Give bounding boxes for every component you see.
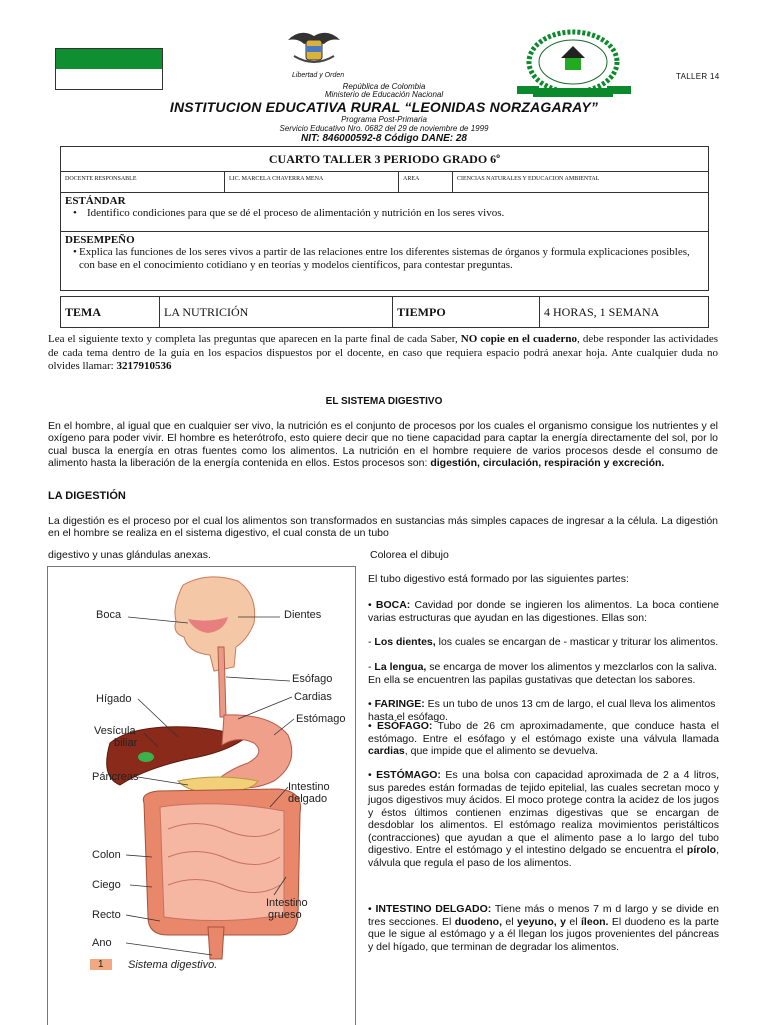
- faringe-text: Es un tubo de unos 13 cm de largo, el cual lleva los alimentos hasta el esófago.: [368, 698, 716, 723]
- colorea-text: Colorea el dibujo: [370, 549, 449, 561]
- label-estomago: Estómago: [296, 713, 346, 725]
- label-vesicula: Vesícula: [94, 725, 136, 737]
- label-intestino-grueso-1: Intestino: [266, 897, 308, 909]
- label-biliar: biliar: [114, 737, 138, 749]
- digestion-title: LA DIGESTIÓN: [48, 490, 126, 502]
- caption-number: 1: [90, 959, 112, 970]
- info-table: [60, 146, 709, 291]
- nit-text: NIT: 846000592-8 Código DANE: 28: [301, 133, 467, 144]
- docente-label: DOCENTE RESPONSABLE: [61, 172, 225, 193]
- ileon-bold: íleon.: [581, 915, 609, 928]
- section-title: EL SISTEMA DIGESTIVO: [325, 396, 443, 407]
- desempeno-label: DESEMPEÑO: [65, 234, 135, 246]
- instructions-paragraph: [48, 333, 718, 374]
- label-boca: Boca: [96, 609, 122, 621]
- esofago-text-1: Tubo de 26 cm aproximadamente, que conduce hasta el estómago. Entre el esófago y el estómago existe una válvula llamada: [368, 720, 719, 745]
- estomago-item: • ESTÓMAGO: Es una bolsa con capacidad aproximada de 2 a 4 litros, sus paredes están formadas de tejido epitelial, las cuales secretan moco y jugos digestivos muy ácidos. El moco protege contra la acidez de los jugos y éstos últimos contienen enzimas digestivas que se encargan de desdoblar los alimentos. El estómago realiza movimientos peristálticos (contracciones) que ayudan a que el alimento pase a lo largo del tubo digestivo. Entre el estómago y el intestino delgado se encuentra el pírolo, válvula que regula el paso de los alimentos.: [368, 769, 719, 869]
- lengua-item: - La lengua, se encarga de mover los alimentos y mezclarlos con la saliva. En ella se encuentren las papilas gustativas que detectan los sabores.: [368, 661, 717, 686]
- dientes-item: - Los dientes, los cuales se encargan de - masticar y triturar los alimentos.: [368, 636, 719, 648]
- estandar-label: ESTÁNDAR: [65, 195, 126, 207]
- servicio-text: Servicio Educativo Nro. 0682 del 29 de noviembre de 1999: [279, 124, 489, 133]
- digestion-text: La digestión es el proceso por el cual los alimentos son transformados en sustancias más simples capaces de ingresar a la célula. La digestión en el hombre se realiza en el sistema digestivo, el cual consta de un tubo: [48, 515, 718, 540]
- estomago-text-1: Es una bolsa con capacidad aproximada de 2 a 4 litros, sus paredes están formadas de tejido epitelial, las cuales secretan moco y jugos digestivos muy ácidos. El moco protege contra la acidez de los jugos y éstos últimos contienen enzimas digestivas que se encargan de desdoblar los alimentos. El estómago realiza movimientos peristálticos (contracciones) que ayudan a que el alimento pase a lo largo del tubo digestivo. Entre el estómago y el intestino delgado se encuentra el: [368, 769, 719, 856]
- intro-paragraph: [48, 420, 718, 470]
- esofago-item: • ESÓFAGO: Tubo de 26 cm aproximadamente, que conduce hasta el estómago. Entre el esófago y el estómago existe una válvula llamada cardias, que impide que el alimento se devuelva.: [368, 720, 719, 757]
- label-ano: Ano: [92, 937, 112, 949]
- esofago-text-2: , que impide que el alimento se devuelva.: [404, 745, 598, 757]
- lengua-title: La lengua,: [374, 661, 427, 673]
- estandar-text: • Identifico condiciones para que se dé el proceso de alimentación y nutrición en los seres vivos.: [65, 207, 704, 220]
- coat-of-arms-icon: [286, 26, 342, 70]
- esofago-title: ESÓFAGO:: [377, 720, 433, 732]
- pirolo-bold: pírolo: [686, 844, 717, 856]
- boca-text: Cavidad por donde se ingieren los alimentos. La boca contiene varias estructuras que ayudan en las digestiones. Ellas son:: [368, 599, 719, 624]
- label-intestino-grueso-2: grueso: [268, 909, 302, 921]
- lengua-text: se encarga de mover los alimentos y mezclarlos con la saliva. En ella se encuentren las papilas gustativas que detectan los sabores.: [368, 661, 717, 686]
- digestion-line2: digestivo y unas glándulas anexas.: [48, 549, 211, 561]
- tema-table: [60, 296, 709, 328]
- label-recto: Recto: [92, 909, 121, 921]
- phone-number: 3217910536: [116, 360, 172, 372]
- tema-label: TEMA: [61, 297, 160, 328]
- ministerio-text: Ministerio de Educación Nacional: [324, 90, 444, 99]
- tiempo-label: TIEMPO: [393, 297, 540, 328]
- intestino-text-4: El duodeno es la parte que le sigue al estómago y a él llegan los jugos provenientes del páncreas y del hígado, que terminan de degradar los alimentos.: [368, 915, 719, 953]
- tube-intro: El tubo digestivo está formado por las siguientes partes:: [368, 573, 629, 585]
- label-intestino-delgado-2: delgado: [288, 793, 328, 805]
- area-value: CIENCIAS NATURALES Y EDUCACION AMBIENTAL: [453, 172, 709, 193]
- area-label: AREA: [399, 172, 453, 193]
- instructions-text-1: Lea el siguiente texto y completa las preguntas que aparecen en la parte final de cada Saber,: [48, 333, 461, 345]
- programa-text: Programa Post-Primaria: [341, 115, 427, 124]
- taller-number: TALLER 14: [676, 72, 720, 81]
- label-ciego: Ciego: [92, 879, 121, 891]
- label-intestino-delgado-1: Intestino: [288, 781, 330, 793]
- instructions-bold: NO copie en el cuaderno: [460, 333, 578, 345]
- tiempo-value: 4 HORAS, 1 SEMANA: [540, 297, 709, 328]
- intro-bold: digestión, circulación, respiración y excreción.: [430, 457, 665, 470]
- intestino-text-1: Tiene más o menos 7 m d largo y se divide en tres secciones. El: [368, 903, 720, 928]
- label-higado: Hígado: [96, 693, 132, 705]
- duodeno-bold: duodeno,: [454, 915, 502, 928]
- intro-text: En el hombre, al igual que en cualquier ser vivo, la nutrición es el conjunto de procesos por los cuales el organismo consigue los nutrientes y el oxígeno para poder vivir. El hombre es heterótrofo, esto quiere decir que no tiene capacidad para captar la energía directamente del sol, por lo cual busca la energía en otras fuentes como los alimentos. La nutrición en el hombre requiere de varios procesos desde el consumo de alimento hasta la liberación de la energía contenida en ellos. Estos procesos son:: [48, 420, 718, 470]
- instructions-text-2: , debe responder las actividades de cada tema dentro de la guía en los espacios dispuestos por el docente, en caso que requiera espacio podrá anexar hoja. Ante cualquier duda no olvides llamar:: [48, 333, 718, 372]
- institution-name: INSTITUCION EDUCATIVA RURAL “LEONIDAS NORZAGARAY”: [169, 99, 599, 115]
- faringe-title: FARINGE:: [374, 698, 425, 710]
- yeyuno-bold: yeyuno, y: [517, 915, 566, 928]
- intestino-text-3: el: [565, 915, 582, 928]
- intestino-text-2: el: [502, 915, 518, 928]
- boca-item: • BOCA: Cavidad por donde se ingieren los alimentos. La boca contiene varias estructuras que ayudan en las digestiones. Ellas son:: [368, 599, 719, 624]
- dientes-text: los cuales se encargan de - masticar y triturar los alimentos.: [435, 636, 719, 648]
- label-dientes: Dientes: [284, 609, 322, 621]
- label-pancreas: Páncreas: [92, 771, 139, 783]
- label-esofago: Esófago: [292, 673, 333, 685]
- caption-text: Sistema digestivo.: [128, 959, 218, 971]
- faringe-item: • FARINGE: Es un tubo de unos 13 cm de largo, el cual lleva los alimentos hasta el esófago.: [368, 698, 716, 723]
- tema-value: LA NUTRICIÓN: [160, 297, 393, 328]
- docente-value: LIC. MARCELA CHAVERRA MENA: [225, 172, 399, 193]
- intestino-title: INTESTINO DELGADO:: [375, 903, 492, 915]
- label-cardias: Cardias: [294, 691, 332, 703]
- boca-title: BOCA:: [375, 599, 411, 611]
- desempeno-text: • Explica las funciones de los seres vivos a partir de las relaciones entre los diferentes sistemas de órganos y formula explicaciones posibles, con base en el conocimiento cotidiano y en teorías y modelos científicos, para contestar preguntas.: [65, 246, 704, 272]
- estomago-title: ESTÓMAGO:: [376, 769, 441, 781]
- motto-text: Libertad y Orden: [292, 72, 345, 79]
- intestino-item: • INTESTINO DELGADO: Tiene más o menos 7 m d largo y se divide en tres secciones. El duodeno, el yeyuno, y el íleon. El duodeno es la parte que le sigue al estómago y a él llegan los jugos provenientes del páncreas y del hígado, que terminan de degradar los alimentos.: [368, 903, 720, 953]
- digestive-diagram: [47, 566, 356, 1025]
- table-title: CUARTO TALLER 3 PERIODO GRADO 6º: [61, 147, 709, 172]
- label-colon: Colon: [92, 849, 121, 861]
- estomago-text-2: , válvula que regula el paso de los alimentos.: [368, 844, 719, 869]
- cardias-bold: cardias: [368, 745, 405, 757]
- republica-text: República de Colombia: [342, 82, 426, 91]
- dientes-title: Los dientes,: [374, 636, 436, 648]
